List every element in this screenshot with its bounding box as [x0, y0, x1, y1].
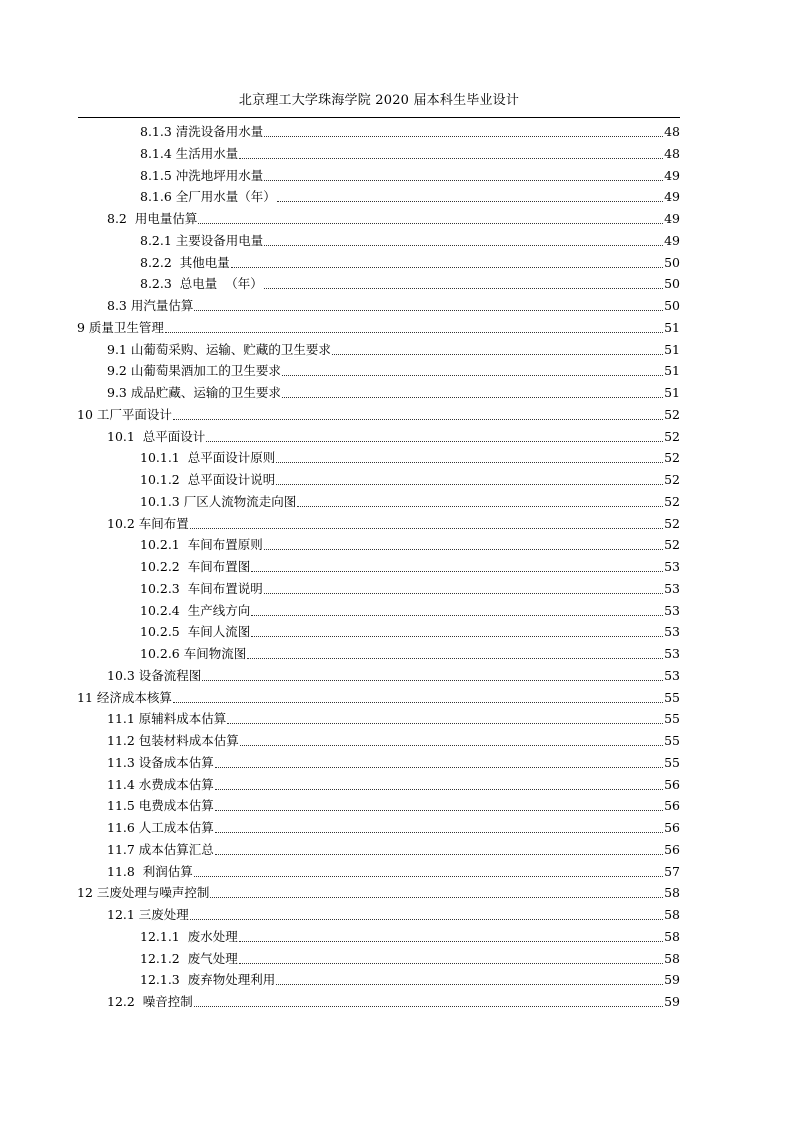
- toc-entry-title: 12.1.2 废气处理: [140, 950, 238, 966]
- toc-dot-leader: [190, 528, 663, 529]
- toc-entry-page-number: 52: [664, 450, 680, 466]
- toc-entry-page-number: 58: [664, 950, 680, 966]
- toc-dot-leader: [247, 658, 663, 659]
- toc-dot-leader: [251, 615, 663, 616]
- toc-dot-leader: [215, 832, 663, 833]
- toc-entry[interactable]: [140, 577, 680, 597]
- toc-entry-title: 8.1.4 生活用水量: [140, 145, 239, 161]
- toc-dot-leader: [251, 571, 663, 572]
- toc-entry[interactable]: [140, 620, 680, 640]
- toc-entry[interactable]: [77, 686, 680, 706]
- toc-dot-leader: [198, 223, 663, 224]
- toc-entry-title: 10.1.2 总平面设计说明: [140, 472, 276, 487]
- toc-dot-leader: [227, 723, 663, 724]
- toc-dot-leader: [240, 745, 663, 746]
- toc-entry-page-number: 57: [664, 863, 680, 879]
- toc-entry[interactable]: [140, 490, 680, 510]
- toc-entry[interactable]: [107, 860, 680, 880]
- toc-dot-leader: [190, 919, 663, 920]
- toc-dot-leader: [210, 897, 663, 898]
- toc-entry-title: 8.3 用汽量估算: [107, 298, 194, 313]
- toc-entry-title: 8.2.2 其他电量: [140, 254, 230, 270]
- toc-entry[interactable]: [107, 294, 680, 314]
- toc-entry-page-number: 48: [664, 145, 680, 161]
- page-header: 北京理工大学珠海学院 2020 届本科生毕业设计: [238, 93, 520, 108]
- toc-dot-leader: [277, 201, 663, 202]
- toc-entry-title: 10.2.4 生产线方向: [140, 602, 251, 618]
- toc-entry-page-number: 58: [664, 928, 680, 944]
- toc-entry[interactable]: [107, 838, 680, 858]
- toc-dot-leader: [251, 636, 663, 637]
- toc-entry-title: 10 工厂平面设计: [77, 406, 172, 422]
- toc-entry[interactable]: [107, 903, 680, 923]
- toc-entry[interactable]: [107, 381, 680, 401]
- toc-entry-page-number: 52: [664, 537, 680, 553]
- toc-dot-leader: [276, 984, 663, 985]
- toc-entry-page-number: 55: [664, 754, 680, 770]
- toc-dot-leader: [282, 397, 663, 398]
- toc-entry-page-number: 52: [664, 406, 680, 422]
- toc-entry-title: 10.3 设备流程图: [107, 667, 202, 683]
- toc-dot-leader: [194, 1006, 663, 1007]
- toc-dot-leader: [264, 549, 663, 550]
- toc-entry-title: 12.2 噪音控制: [107, 994, 193, 1009]
- toc-entry-title: 11.8 利润估算: [107, 863, 193, 879]
- toc-entry[interactable]: [107, 207, 680, 227]
- toc-entry-title: 9 质量卫生管理: [77, 319, 164, 335]
- toc-dot-leader: [215, 767, 663, 768]
- toc-entry[interactable]: [140, 947, 680, 967]
- toc-entry-title: 9.1 山葡萄采购、运输、贮藏的卫生要求: [107, 341, 331, 357]
- toc-dot-leader: [194, 876, 663, 877]
- toc-entry-page-number: 52: [664, 428, 680, 444]
- toc-entry[interactable]: [107, 338, 680, 358]
- toc-dot-leader: [264, 245, 663, 246]
- toc-entry-title: 12 三废处理与噪声控制: [77, 885, 210, 901]
- toc-dot-leader: [202, 680, 663, 681]
- toc-dot-leader: [206, 441, 663, 442]
- toc-entry-title: 11 经济成本核算: [77, 689, 172, 705]
- toc-entry-page-number: 59: [664, 972, 680, 988]
- toc-entry-page-number: 58: [664, 907, 680, 922]
- toc-entry-title: 10.2.5 车间人流图: [140, 624, 251, 640]
- toc-entry-title: 10.2 车间布置: [107, 515, 189, 531]
- toc-dot-leader: [239, 963, 663, 964]
- toc-dot-leader: [332, 354, 663, 355]
- toc-entry-title: 10.1 总平面设计: [107, 428, 206, 444]
- toc-entry-title: 11.3 设备成本估算: [107, 754, 214, 770]
- toc-entry-page-number: 48: [664, 124, 680, 139]
- toc-entry-title: 11.5 电费成本估算: [107, 798, 214, 814]
- toc-entry[interactable]: [140, 468, 680, 488]
- toc-dot-leader: [264, 180, 663, 181]
- toc-entry-page-number: 56: [664, 841, 680, 857]
- toc-entry-page-number: 50: [664, 298, 680, 313]
- toc-entry-page-number: 55: [664, 711, 680, 727]
- toc-entry-title: 10.2.2 车间布置图: [140, 559, 251, 574]
- toc-entry-title: 8.1.5 冲洗地坪用水量: [140, 167, 264, 183]
- toc-entry-title: 8.1.3 清洗设备用水量: [140, 124, 264, 139]
- toc-entry-title: 8.2.1 主要设备用电量: [140, 232, 264, 248]
- toc-entry-title: 11.6 人工成本估算: [107, 820, 214, 835]
- toc-entry[interactable]: [140, 533, 680, 553]
- toc-dot-leader: [282, 375, 663, 376]
- toc-entry-page-number: 51: [664, 319, 680, 335]
- toc-entry[interactable]: [77, 403, 680, 423]
- toc-entry-title: 12.1.3 废弃物处理利用: [140, 972, 276, 988]
- toc-entry-title: 10.2.1 车间布置原则: [140, 537, 263, 553]
- toc-entry-page-number: 55: [664, 689, 680, 705]
- toc-entry-page-number: 49: [664, 189, 680, 205]
- toc-entry-title: 10.2.3 车间布置说明: [140, 580, 263, 596]
- toc-entry[interactable]: [107, 425, 680, 445]
- toc-dot-leader: [215, 810, 663, 811]
- toc-dot-leader: [297, 506, 663, 507]
- toc-entry-page-number: 53: [664, 602, 680, 618]
- toc-entry[interactable]: [140, 185, 680, 205]
- toc-entry[interactable]: [140, 251, 680, 271]
- toc-entry[interactable]: [107, 773, 680, 793]
- toc-entry[interactable]: [140, 925, 680, 945]
- toc-entry-title: 11.7 成本估算汇总: [107, 841, 214, 857]
- toc-entry[interactable]: [107, 512, 680, 532]
- toc-entry[interactable]: [107, 794, 680, 814]
- toc-entry-title: 11.2 包装材料成本估算: [107, 733, 239, 748]
- toc-entry-title: 8.2 用电量估算: [107, 211, 198, 226]
- toc-entry-title: 10.1.3 厂区人流物流走向图: [140, 493, 297, 509]
- toc-entry[interactable]: [140, 642, 680, 662]
- toc-entry[interactable]: [107, 359, 680, 379]
- toc-entry-page-number: 53: [664, 667, 680, 683]
- toc-entry[interactable]: [140, 142, 680, 162]
- header-rule: [78, 117, 680, 118]
- toc-dot-leader: [215, 854, 663, 855]
- toc-entry-page-number: 52: [664, 493, 680, 509]
- toc-entry-page-number: 51: [664, 385, 680, 400]
- toc-entry-page-number: 52: [664, 515, 680, 531]
- toc-entry[interactable]: [107, 751, 680, 771]
- toc-entry-page-number: 56: [664, 798, 680, 814]
- toc-entry-page-number: 51: [664, 363, 680, 379]
- toc-entry-page-number: 53: [664, 624, 680, 640]
- toc-dot-leader: [239, 158, 663, 159]
- toc-entry-page-number: 56: [664, 820, 680, 835]
- toc-entry-title: 12.1.1 废水处理: [140, 928, 238, 944]
- toc-entry-title: 11.1 原辅料成本估算: [107, 711, 227, 727]
- toc-entry-title: 10.1.1 总平面设计原则: [140, 450, 276, 466]
- toc-entry-page-number: 49: [664, 232, 680, 248]
- toc-entry-page-number: 52: [664, 472, 680, 487]
- toc-entry[interactable]: [107, 990, 680, 1010]
- toc-entry[interactable]: [107, 729, 680, 749]
- toc-dot-leader: [276, 484, 663, 485]
- toc-entry-title: 9.3 成品贮藏、运输的卫生要求: [107, 385, 281, 400]
- toc-entry-page-number: 50: [664, 276, 680, 292]
- toc-dot-leader: [239, 941, 663, 942]
- toc-entry[interactable]: [77, 316, 680, 336]
- toc-entry-title: 10.2.6 车间物流图: [140, 646, 247, 661]
- toc-entry-page-number: 58: [664, 885, 680, 901]
- toc-entry-title: 12.1 三废处理: [107, 907, 189, 922]
- toc-entry[interactable]: [140, 446, 680, 466]
- toc-entry-title: 8.1.6 全厂用水量（年）: [140, 189, 276, 205]
- toc-entry-title: 9.2 山葡萄果酒加工的卫生要求: [107, 363, 281, 379]
- toc-entry-title: 8.2.3 总电量 （年）: [140, 276, 263, 292]
- toc-entry[interactable]: [140, 120, 680, 140]
- toc-entry-page-number: 51: [664, 341, 680, 357]
- toc-entry-page-number: 53: [664, 559, 680, 574]
- toc-entry[interactable]: [140, 599, 680, 619]
- toc-dot-leader: [276, 462, 663, 463]
- toc-entry[interactable]: [107, 816, 680, 836]
- toc-dot-leader: [264, 136, 663, 137]
- toc-entry[interactable]: [140, 968, 680, 988]
- toc-dot-leader: [173, 702, 663, 703]
- toc-entry-page-number: 59: [664, 994, 680, 1009]
- toc-entry-title: 11.4 水费成本估算: [107, 776, 214, 792]
- toc-entry[interactable]: [107, 664, 680, 684]
- toc-entry-page-number: 49: [664, 167, 680, 183]
- toc-dot-leader: [165, 332, 663, 333]
- toc-entry[interactable]: [140, 164, 680, 184]
- toc-entry[interactable]: [140, 229, 680, 249]
- toc-entry-page-number: 53: [664, 580, 680, 596]
- toc-dot-leader: [231, 267, 663, 268]
- toc-entry-page-number: 55: [664, 733, 680, 748]
- toc-entry-page-number: 53: [664, 646, 680, 661]
- toc-entry[interactable]: [140, 555, 680, 575]
- toc-entry[interactable]: [77, 881, 680, 901]
- toc-dot-leader: [173, 419, 663, 420]
- toc-dot-leader: [215, 789, 663, 790]
- toc-dot-leader: [194, 310, 663, 311]
- toc-entry[interactable]: [107, 707, 680, 727]
- toc-entry-page-number: 49: [664, 211, 680, 226]
- toc-entry-page-number: 50: [664, 254, 680, 270]
- toc-entry-page-number: 56: [664, 776, 680, 792]
- toc-dot-leader: [264, 288, 663, 289]
- toc-dot-leader: [264, 593, 663, 594]
- toc-entry[interactable]: [140, 272, 680, 292]
